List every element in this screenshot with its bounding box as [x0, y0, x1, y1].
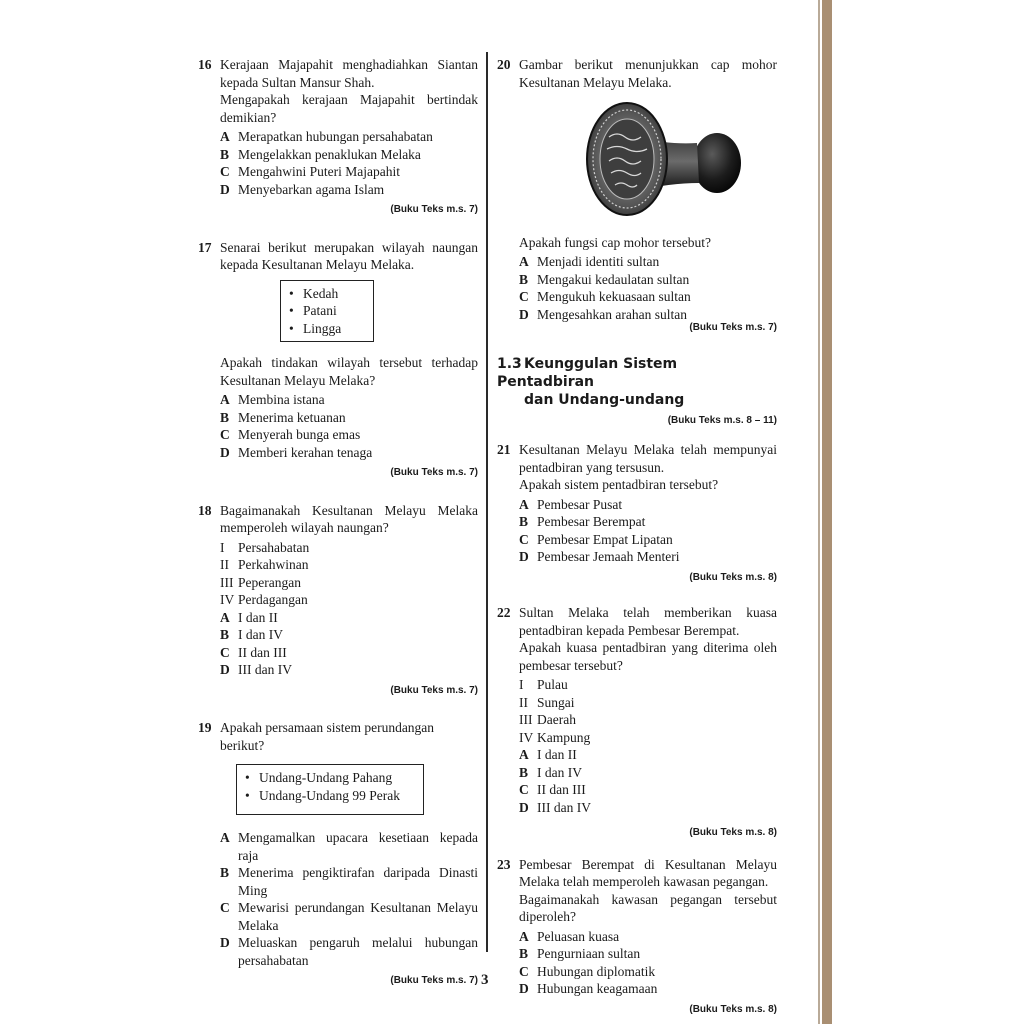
- law-list-box: [236, 764, 424, 815]
- column-divider: [486, 52, 488, 952]
- question-18: [198, 502, 478, 700]
- option-b[interactable]: B Menerima ketuanan: [220, 409, 346, 425]
- option-b[interactable]: B Menerima pengiktirafan daripada Dinasti Ming: [220, 865, 478, 898]
- roman-item: IV Kampung: [519, 729, 591, 745]
- option-a[interactable]: A Merapatkan hubungan persahabatan: [220, 129, 433, 144]
- question-number: 17: [198, 239, 212, 255]
- option-c[interactable]: C Mengukuh kekuasaan sultan: [519, 289, 691, 304]
- question-prompt: Apakah fungsi cap mohor tersebut?: [519, 234, 711, 250]
- options-list: [519, 928, 777, 998]
- question-number: 23: [497, 856, 511, 872]
- roman-item: II Sungai: [519, 694, 575, 710]
- page-number: 3: [481, 972, 489, 988]
- question-number: 16: [198, 57, 212, 72]
- question-prompt: Apakah kuasa pentadbiran yang diterima oleh pembesar tersebut?: [519, 640, 777, 673]
- question-17: [198, 239, 478, 482]
- roman-item: III Daerah: [519, 712, 576, 727]
- question-stem: Kesultanan Melayu Melaka telah mempunyai pentadbiran yang tersusun.: [519, 442, 777, 475]
- textbook-reference: (Buku Teks m.s. 7): [390, 467, 478, 478]
- option-c[interactable]: C Pembesar Empat Lipatan: [519, 531, 673, 547]
- question-prompt: Mengapakah kerajaan Majapahit bertindak demikian?: [220, 92, 478, 125]
- question-stem: Gambar berikut menunjukkan cap mohor Kesultanan Melayu Melaka.: [519, 57, 777, 90]
- section-reference: (Buku Teks m.s. 8 – 11): [667, 414, 777, 426]
- option-b[interactable]: B Pembesar Berempat: [519, 514, 646, 529]
- question-stem: Bagaimanakah Kesultanan Melayu Melaka memperoleh wilayah naungan?: [220, 502, 478, 535]
- book-edge: [822, 0, 832, 1024]
- textbook-reference: (Buku Teks m.s. 7): [689, 322, 777, 333]
- roman-item: III Peperangan: [220, 574, 301, 590]
- question-19: [198, 719, 478, 990]
- question-number: 22: [497, 605, 511, 620]
- question-23: [497, 856, 777, 1019]
- question-stem: Apakah persamaan sistem perundangan berikut?: [220, 720, 435, 753]
- list-item: • Kedah: [289, 285, 339, 301]
- roman-item: II Perkahwinan: [220, 557, 309, 572]
- roman-list: [220, 539, 478, 609]
- question-16: [198, 56, 478, 219]
- textbook-reference: (Buku Teks m.s. 7): [390, 684, 478, 696]
- question-20: [497, 56, 777, 337]
- left-column: [198, 52, 478, 990]
- textbook-reference: (Buku Teks m.s. 7): [390, 975, 478, 986]
- list-item: • Undang-Undang Pahang: [245, 770, 393, 785]
- option-c[interactable]: C Mengahwini Puteri Majapahit: [220, 164, 400, 179]
- option-b[interactable]: B Mengelakkan penaklukan Melaka: [220, 146, 421, 162]
- list-item: • Patani: [289, 303, 337, 318]
- right-column: [497, 52, 777, 1018]
- seal-stamp-image: [575, 97, 777, 226]
- list-item: • Undang-Undang 99 Perak: [245, 787, 400, 803]
- options-list: [220, 391, 478, 461]
- roman-item: I Persahabatan: [220, 539, 310, 555]
- question-21: [497, 441, 777, 586]
- option-d[interactable]: D Pembesar Jemaah Menteri: [519, 549, 680, 564]
- page-margin-right: [820, 0, 1024, 1024]
- option-d[interactable]: D III dan IV: [220, 662, 292, 677]
- question-stem: Pembesar Berempat di Kesultanan Melayu Melaka telah memperoleh kawasan pegangan.: [519, 856, 777, 889]
- option-a[interactable]: A Mengamalkan upacara kesetiaan kepada raja: [220, 830, 478, 863]
- question-stem: Sultan Melaka telah memberikan kuasa pentadbiran kepada Pembesar Berempat.: [519, 605, 777, 638]
- section-heading: [497, 355, 777, 430]
- option-b[interactable]: B I dan IV: [220, 627, 283, 642]
- list-item: • Lingga: [289, 320, 342, 336]
- option-a[interactable]: A I dan II: [519, 747, 577, 762]
- question-stem: Kerajaan Majapahit menghadiahkan Siantan kepada Sultan Mansur Shah.: [220, 57, 478, 90]
- territory-list-box: [280, 280, 374, 343]
- option-c[interactable]: C Mewarisi perundangan Kesultanan Melayu Melaka: [220, 900, 478, 933]
- question-number: 20: [497, 57, 511, 72]
- option-a[interactable]: A Membina istana: [220, 392, 325, 407]
- options-list: [519, 746, 777, 816]
- royal-seal-stamp-icon: [575, 97, 745, 221]
- section-number: 1.3: [497, 355, 522, 372]
- textbook-reference: (Buku Teks m.s. 8): [689, 571, 777, 583]
- option-c[interactable]: C II dan III: [220, 644, 287, 660]
- textbook-reference: (Buku Teks m.s. 8): [689, 827, 777, 838]
- options-list: [220, 609, 478, 679]
- option-c[interactable]: C Menyerah bunga emas: [220, 427, 361, 442]
- option-d[interactable]: D Mengesahkan arahan sultan: [519, 306, 687, 322]
- option-a[interactable]: A Pembesar Pusat: [519, 496, 623, 512]
- question-number: 18: [198, 502, 212, 518]
- option-d[interactable]: D Memberi kerahan tenaga: [220, 444, 373, 460]
- question-stem: Senarai berikut merupakan wilayah naungan kepada Kesultanan Melayu Melaka.: [220, 239, 478, 272]
- option-b[interactable]: B Mengakui kedaulatan sultan: [519, 271, 690, 287]
- options-list: [519, 496, 777, 566]
- roman-item: I Pulau: [519, 677, 568, 692]
- question-prompt: Apakah sistem pentadbiran tersebut?: [519, 477, 719, 492]
- question-number: 19: [198, 720, 212, 735]
- option-d[interactable]: D Menyebarkan agama Islam: [220, 181, 385, 197]
- question-prompt: Bagaimanakah kawasan pegangan tersebut diperoleh?: [519, 891, 777, 924]
- option-d[interactable]: D Hubungan keagamaan: [519, 981, 658, 996]
- options-list: [220, 128, 478, 198]
- option-a[interactable]: A Peluasan kuasa: [519, 928, 620, 944]
- question-prompt: Apakah tindakan wilayah tersebut terhadap Kesultanan Melayu Melaka?: [220, 355, 478, 388]
- option-a[interactable]: A I dan II: [220, 609, 278, 625]
- option-d[interactable]: D Meluaskan pengaruh melalui hubungan persahabatan: [220, 935, 478, 968]
- question-number: 21: [497, 442, 511, 457]
- roman-list: [519, 676, 777, 746]
- section-title-line2: dan Undang-undang: [524, 391, 685, 408]
- option-b[interactable]: B I dan IV: [519, 764, 582, 780]
- textbook-reference: (Buku Teks m.s. 8): [689, 1003, 777, 1015]
- options-list: [220, 829, 478, 969]
- question-22: [497, 604, 777, 842]
- roman-item: IV Perdagangan: [220, 592, 308, 607]
- options-list: [519, 253, 777, 323]
- textbook-reference: (Buku Teks m.s. 7): [390, 204, 478, 215]
- option-c[interactable]: C Hubungan diplomatik: [519, 963, 656, 979]
- option-d[interactable]: D III dan IV: [519, 799, 591, 815]
- option-b[interactable]: B Pengurniaan sultan: [519, 946, 641, 961]
- option-a[interactable]: A Menjadi identiti sultan: [519, 254, 660, 269]
- section-title-line1: Keunggulan Sistem Pentadbiran: [497, 355, 678, 390]
- option-c[interactable]: C II dan III: [519, 782, 586, 797]
